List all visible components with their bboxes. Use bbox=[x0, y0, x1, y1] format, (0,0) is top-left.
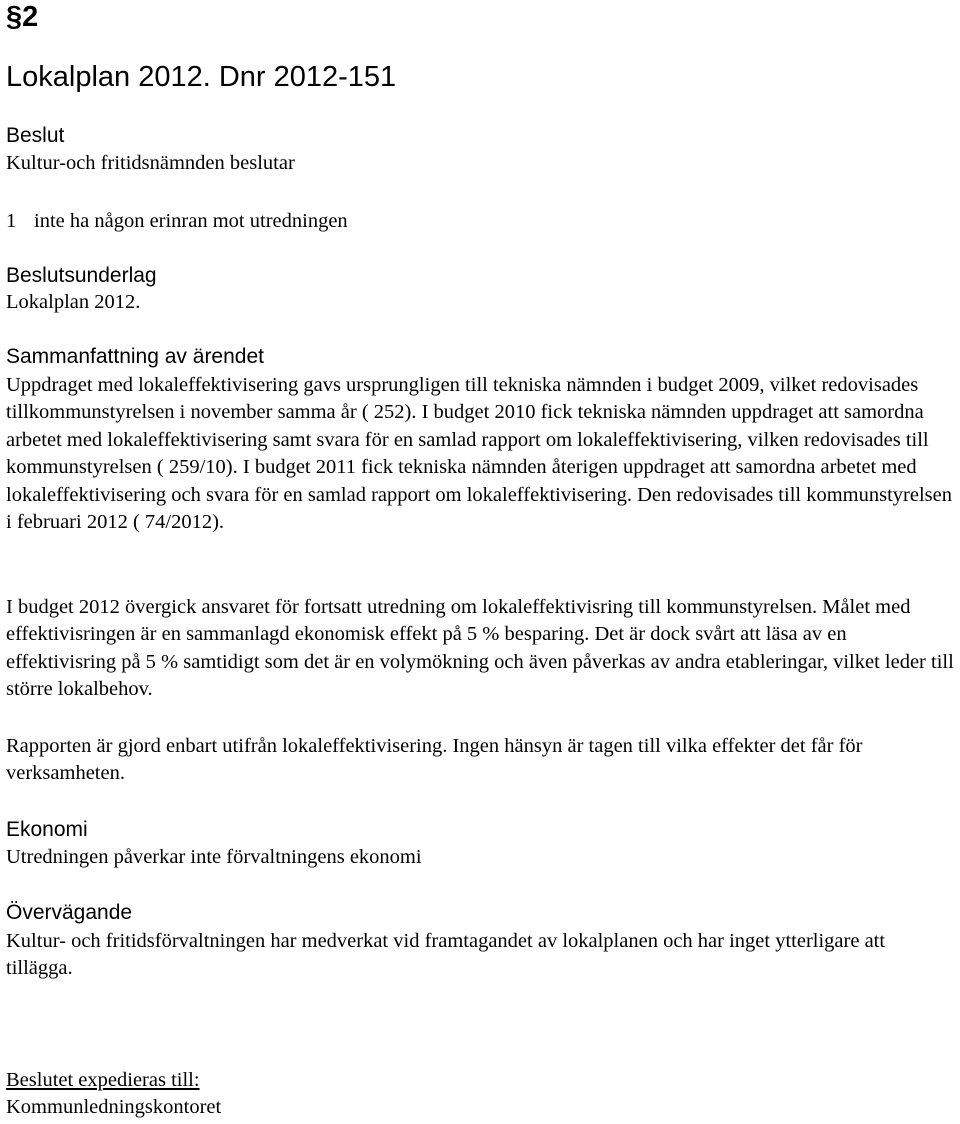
ekonomi-text: Utredningen påverkar inte förvaltningens ekonomi bbox=[6, 846, 422, 868]
page-title: Lokalplan 2012. Dnr 2012-151 bbox=[6, 61, 397, 93]
overvagande-text: Kultur- och fritidsförvaltningen har medverkat vid framtagandet av lokalplanen och har inget ytterligare att tillägga. bbox=[6, 930, 886, 980]
expediering-block bbox=[6, 1067, 956, 1122]
overvagande-heading: Övervägande bbox=[6, 901, 133, 924]
section-number: §2 bbox=[6, 1, 39, 33]
beslutsunderlag-heading: Beslutsunderlag bbox=[6, 264, 157, 287]
ekonomi-heading: Ekonomi bbox=[6, 818, 88, 841]
beslutsunderlag-text: Lokalplan 2012. bbox=[6, 291, 141, 313]
beslut-item-number: 1 bbox=[6, 210, 17, 232]
beslut-item bbox=[6, 208, 956, 235]
sammanfattning-paragraph-2: I budget 2012 övergick ansvaret för fortsatt utredning om lokaleffektivisring till kommunstyrelsen. Målet med effektivisringen är en sammanlagd ekonomisk effekt på 5 % besparing. Det är dock svårt att läsa av en effektivisring på 5 % samtidigt som det är en volymökning och även påverkas av andra etableringar, vilket leder till större lokalbehov. bbox=[6, 596, 954, 701]
expediering-recipient: Kommunledningskontoret bbox=[6, 1096, 222, 1119]
sammanfattning-paragraph-3: Rapporten är gjord enbart utifrån lokaleffektivisering. Ingen hänsyn är tagen till vilka effekter det får för verksamheten. bbox=[6, 735, 863, 785]
beslut-intro: Kultur-och fritidsnämnden beslutar bbox=[6, 152, 295, 174]
beslut-heading: Beslut bbox=[6, 124, 65, 147]
beslut-item-text: inte ha någon erinran mot utredningen bbox=[34, 210, 348, 232]
sammanfattning-heading: Sammanfattning av ärendet bbox=[6, 345, 264, 368]
sammanfattning-paragraph-1: Uppdraget med lokaleffektivisering gavs ursprungligen till tekniska nämnden i budget 2009, vilket redovisades tillkommunstyrelsen i november samma år ( 252). I budget 2010 fick tekniska nämnden uppdraget att samordna arbetet med lokaleffektivisering samt svara för en samlad rapport om lokaleffektivisering, vilken redovisades till kommunstyrelsen ( 259/10). I budget 2011 fick tekniska nämnden återigen uppdraget att samordna arbetet med lokaleffektivisering och svara för en samlad rapport om lokaleffektivisering. Den redovisades till kommunstyrelsen i februari 2012 ( 74/2012). bbox=[6, 374, 952, 534]
expediering-label: Beslutet expedieras till: bbox=[6, 1069, 200, 1091]
